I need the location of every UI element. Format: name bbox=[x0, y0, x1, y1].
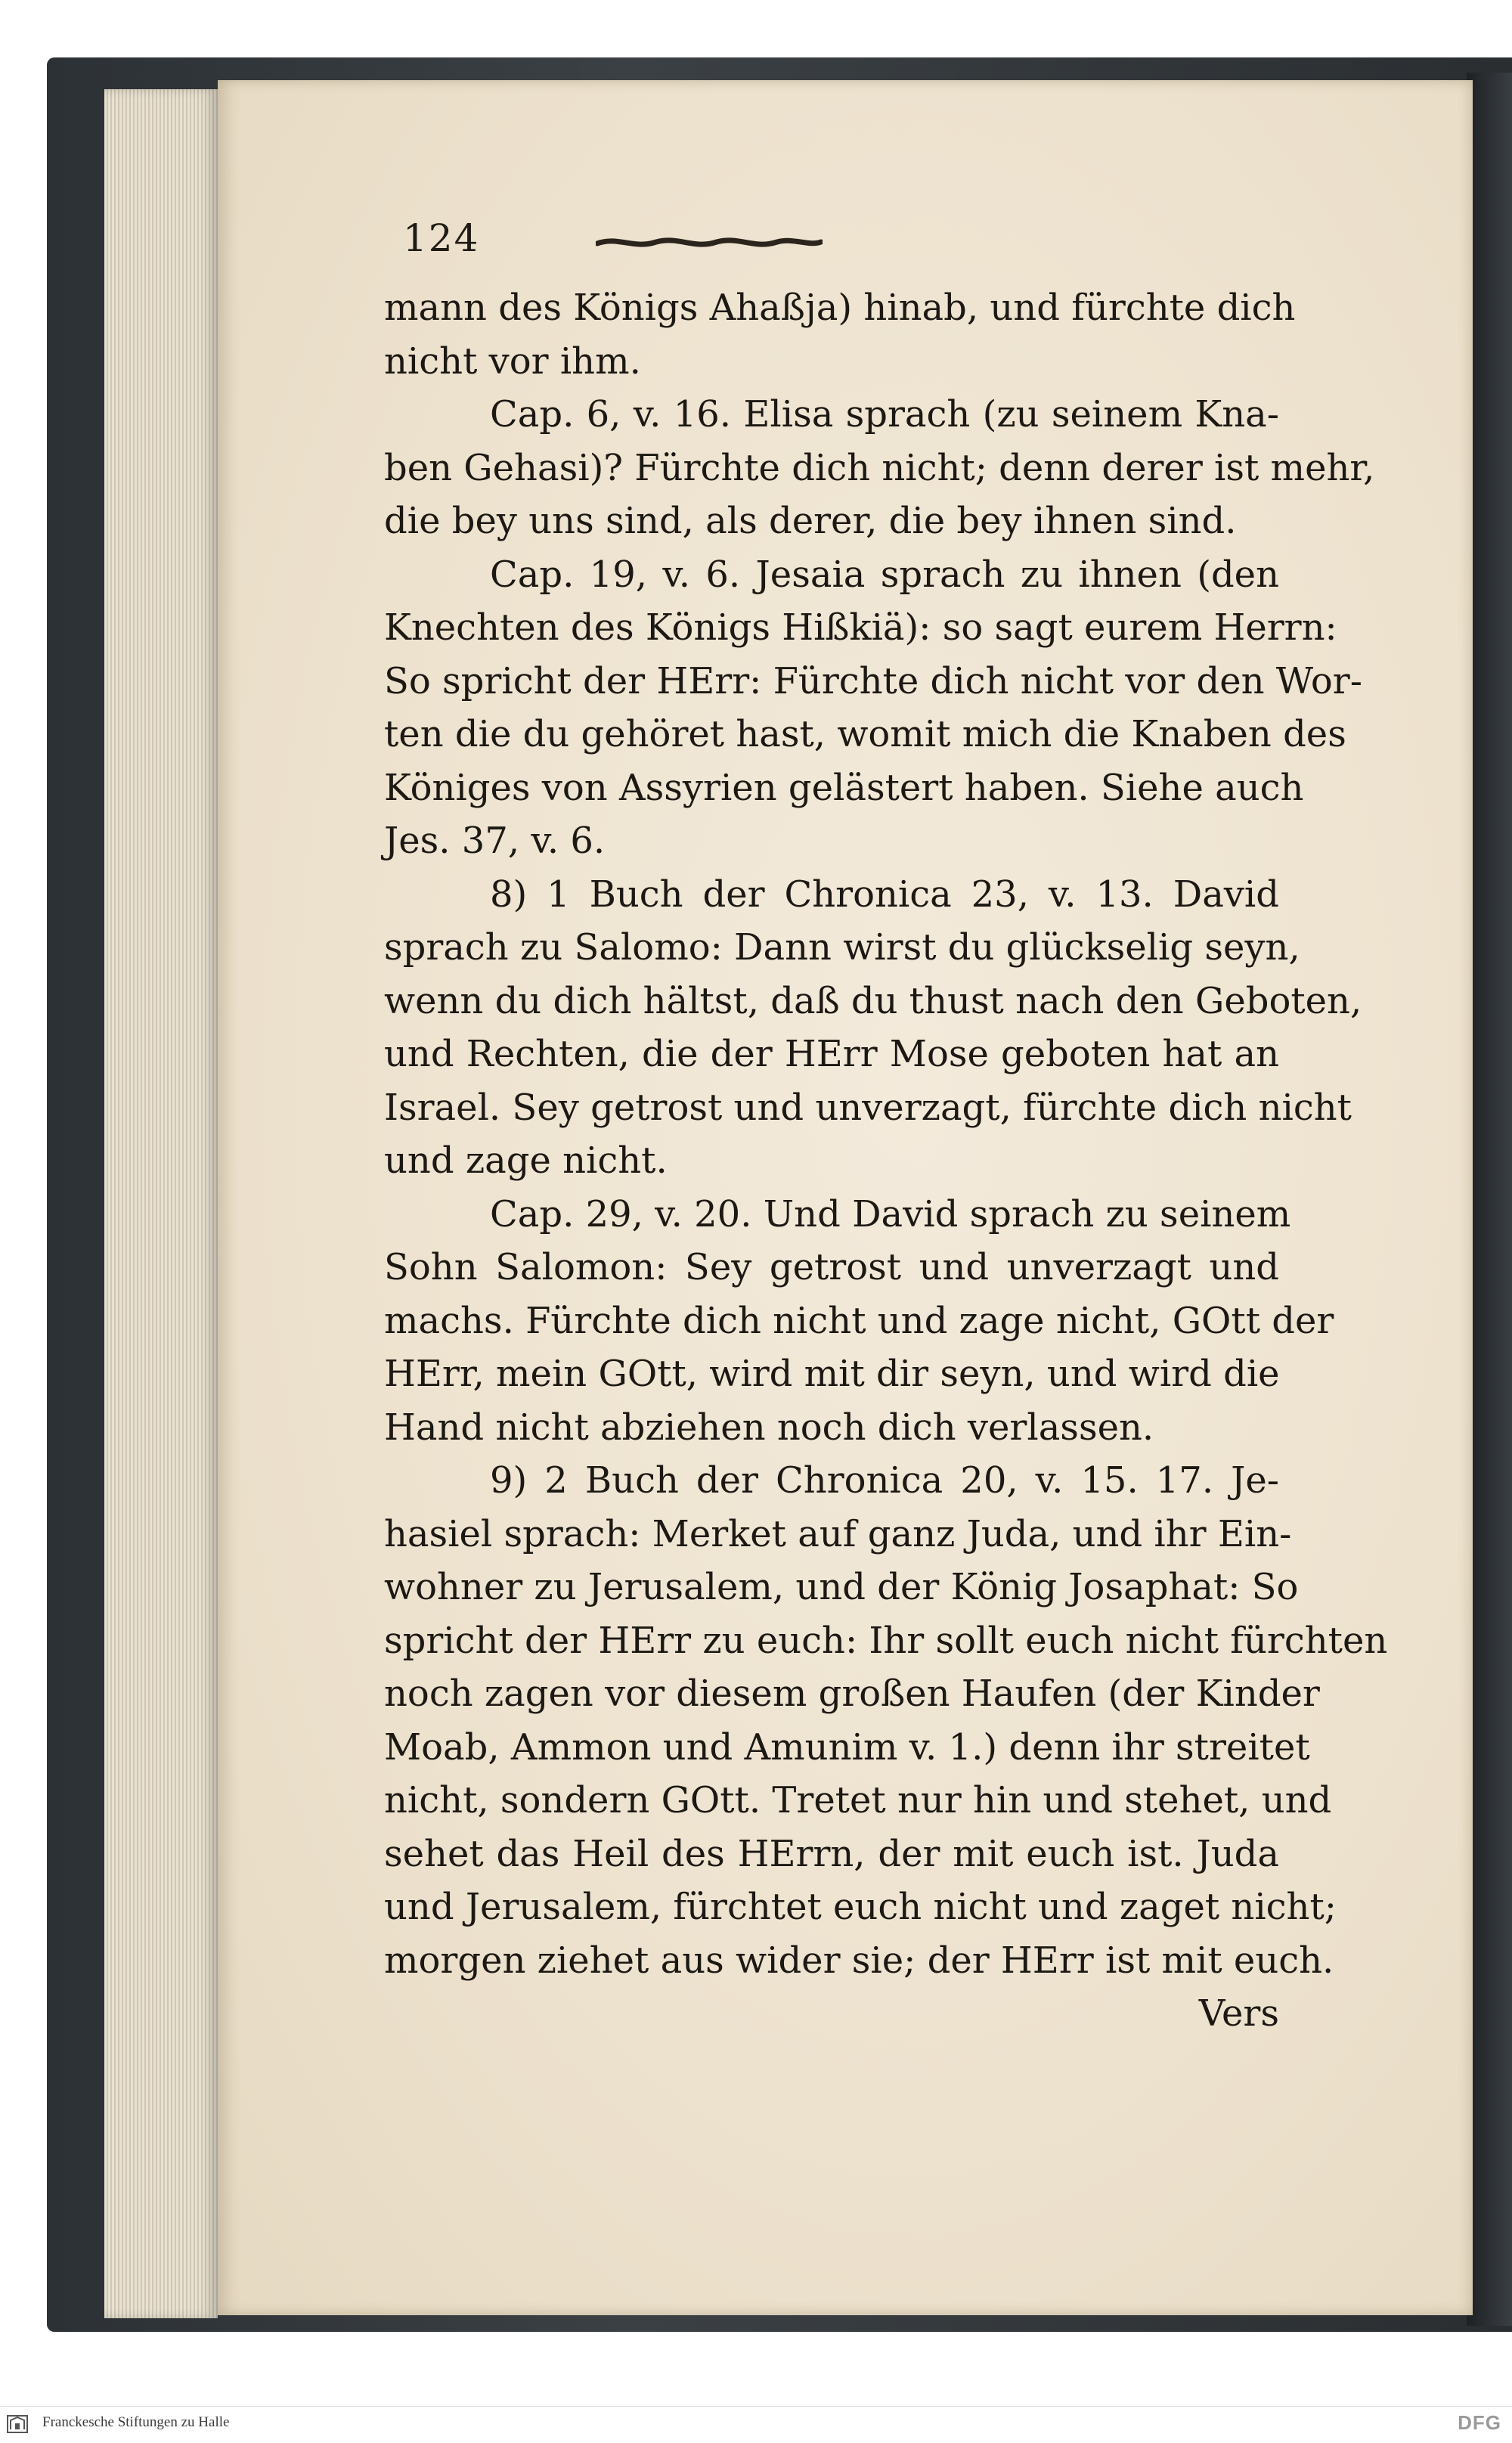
text-line: 8) 1 Buch der Chronica 23, v. 13. David bbox=[490, 873, 1279, 916]
text-line: ben Gehasi)? Fürchte dich nicht; denn derer ist mehr, bbox=[384, 446, 1375, 489]
text-line: und zage nicht. bbox=[384, 1139, 668, 1182]
text-line: Vers bbox=[1198, 1992, 1279, 2035]
text-line: wenn du dich hältst, daß du thust nach den Geboten, bbox=[384, 979, 1362, 1022]
text-line: und Rechten, die der HErr Mose geboten hat an bbox=[384, 1033, 1279, 1075]
text-line: mann des Königs Ahaßja) hinab, und fürchte dich bbox=[384, 287, 1296, 329]
book-spine bbox=[1467, 73, 1512, 2326]
text-line: Cap. 6, v. 16. Elisa sprach (zu seinem Kna- bbox=[490, 393, 1279, 436]
text-line: Cap. 19, v. 6. Jesaia sprach zu ihnen (den bbox=[490, 553, 1279, 596]
page-header bbox=[403, 216, 1265, 277]
text-line: HErr, mein GOtt, wird mit dir seyn, und wird die bbox=[384, 1353, 1280, 1395]
text-line: wohner zu Jerusalem, und der König Josaphat: So bbox=[384, 1566, 1299, 1608]
text-line: morgen ziehet aus wider sie; der HErr ist mit euch. bbox=[384, 1939, 1334, 1982]
text-line: Knechten des Königs Hißkiä): so sagt eurem Herrn: bbox=[384, 606, 1337, 649]
text-line: sprach zu Salomo: Dann wirst du glückselig seyn, bbox=[384, 926, 1300, 969]
text-line: nicht vor ihm. bbox=[384, 339, 641, 383]
dfg-logo: DFG bbox=[1458, 2411, 1501, 2434]
text-line: Sohn Salomon: Sey getrost und unverzagt und bbox=[384, 1246, 1279, 1288]
institution-label: Franckesche Stiftungen zu Halle bbox=[42, 2414, 230, 2430]
page-text bbox=[384, 281, 1388, 2041]
text-line: So spricht der HErr: Fürchte dich nicht vor den Wor- bbox=[384, 659, 1362, 702]
text-line: Jes. 37, v. 6. bbox=[384, 820, 606, 862]
text-line: hasiel sprach: Merket auf ganz Juda, und ihr Ein- bbox=[384, 1512, 1292, 1555]
book-page bbox=[218, 80, 1473, 2315]
text-line: Israel. Sey getrost und unverzagt, fürchte dich nicht bbox=[384, 1086, 1352, 1129]
ornament-rule-icon bbox=[596, 233, 823, 251]
library-logo-icon bbox=[6, 2413, 29, 2435]
text-line: Moab, Ammon und Amunim v. 1.) denn ihr streitet bbox=[384, 1725, 1310, 1769]
text-line: und Jerusalem, fürchtet euch nicht und zaget nicht; bbox=[384, 1886, 1337, 1928]
text-line: sehet das Heil des HErrn, der mit euch ist. Juda bbox=[384, 1832, 1279, 1875]
text-line: machs. Fürchte dich nicht und zage nicht, GOtt der bbox=[384, 1299, 1334, 1342]
text-line: Königes von Assyrien gelästert haben. Siehe auch bbox=[384, 766, 1304, 809]
text-line: die bey uns sind, als derer, die bey ihnen sind. bbox=[384, 500, 1237, 542]
text-line: 9) 2 Buch der Chronica 20, v. 15. 17. Je- bbox=[490, 1459, 1279, 1502]
page-number: 124 bbox=[403, 216, 480, 260]
text-line: noch zagen vor diesem großen Haufen (der Kinder bbox=[384, 1673, 1320, 1715]
text-line: Cap. 29, v. 20. Und David sprach zu seinem bbox=[490, 1192, 1291, 1235]
text-line: ten die du gehöret hast, womit mich die Knaben des bbox=[384, 713, 1346, 755]
text-line: spricht der HErr zu euch: Ihr sollt euch nicht fürchten bbox=[384, 1619, 1388, 1662]
text-line: Hand nicht abziehen noch dich verlassen. bbox=[384, 1406, 1154, 1449]
text-line: nicht, sondern GOtt. Tretet nur hin und stehet, und bbox=[384, 1779, 1332, 1821]
viewer-footer bbox=[0, 2406, 1512, 2443]
page-edges bbox=[104, 89, 218, 2318]
